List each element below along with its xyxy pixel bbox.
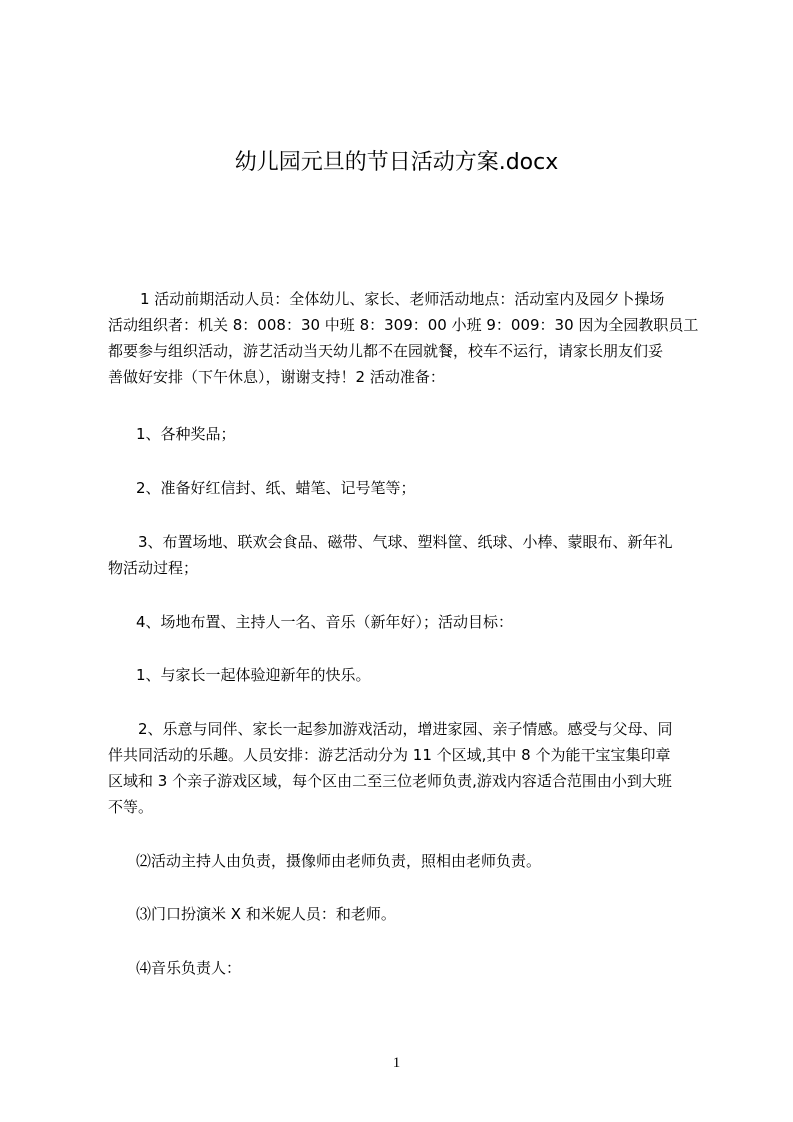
- paragraph-line: 都要参与组织活动，游艺活动当天幼儿都不在园就餐，校车不运行，请家长朋友们妥: [108, 342, 664, 360]
- paragraph-line: 2、乐意与同伴、家长一起参加游戏活动，增进家园、亲子情感。感受与父母、同: [138, 720, 673, 738]
- paragraph-line: 1、各种奖品；: [136, 425, 236, 443]
- paragraph-line: ⑵活动主持人由负责，摄像师由老师负责，照相由老师负责。: [136, 852, 542, 870]
- paragraph-line: 1 活动前期活动人员：全体幼儿、家长、老师活动地点：活动室内及园夕卜操场: [140, 290, 665, 308]
- paragraph-line: 伴共同活动的乐趣。人员安排：游艺活动分为 11 个区域,其中 8 个为能干宝宝集印章: [108, 746, 671, 764]
- paragraph-line: 不等。: [108, 798, 154, 816]
- paragraph-line: ⑶门口扮演米 X 和米妮人员：和老师。: [136, 905, 396, 923]
- paragraph-line: 物活动过程；: [108, 559, 199, 577]
- paragraph-line: 活动组织者：机关 8：008：30 中班 8：309：00 小班 9：009：30 因为全园教职员工: [108, 316, 699, 334]
- paragraph-line: 2、准备好红信封、纸、蜡笔、记号笔等；: [136, 479, 416, 497]
- paragraph-line: 4、场地布置、主持人一名、音乐（新年好）；活动目标：: [136, 613, 514, 631]
- paragraph-line: 1、与家长一起体验迎新年的快乐。: [136, 666, 371, 684]
- document-title: 幼儿园元旦的节日活动方案.docx: [234, 150, 559, 175]
- paragraph-line: 区域和 3 个亲子游戏区域，每个区由二至三位老师负责,游戏内容适合范围由小到大班: [108, 772, 672, 790]
- paragraph-line: 善做好安排（下午休息），谢谢支持！2 活动准备：: [108, 368, 445, 386]
- paragraph-line: 3、布置场地、联欢会食品、磁带、气球、塑料筐、纸球、小棒、蒙眼布、新年礼: [138, 533, 673, 551]
- paragraph-line: ⑷音乐负责人：: [136, 959, 242, 977]
- page-number: 1: [392, 1055, 401, 1071]
